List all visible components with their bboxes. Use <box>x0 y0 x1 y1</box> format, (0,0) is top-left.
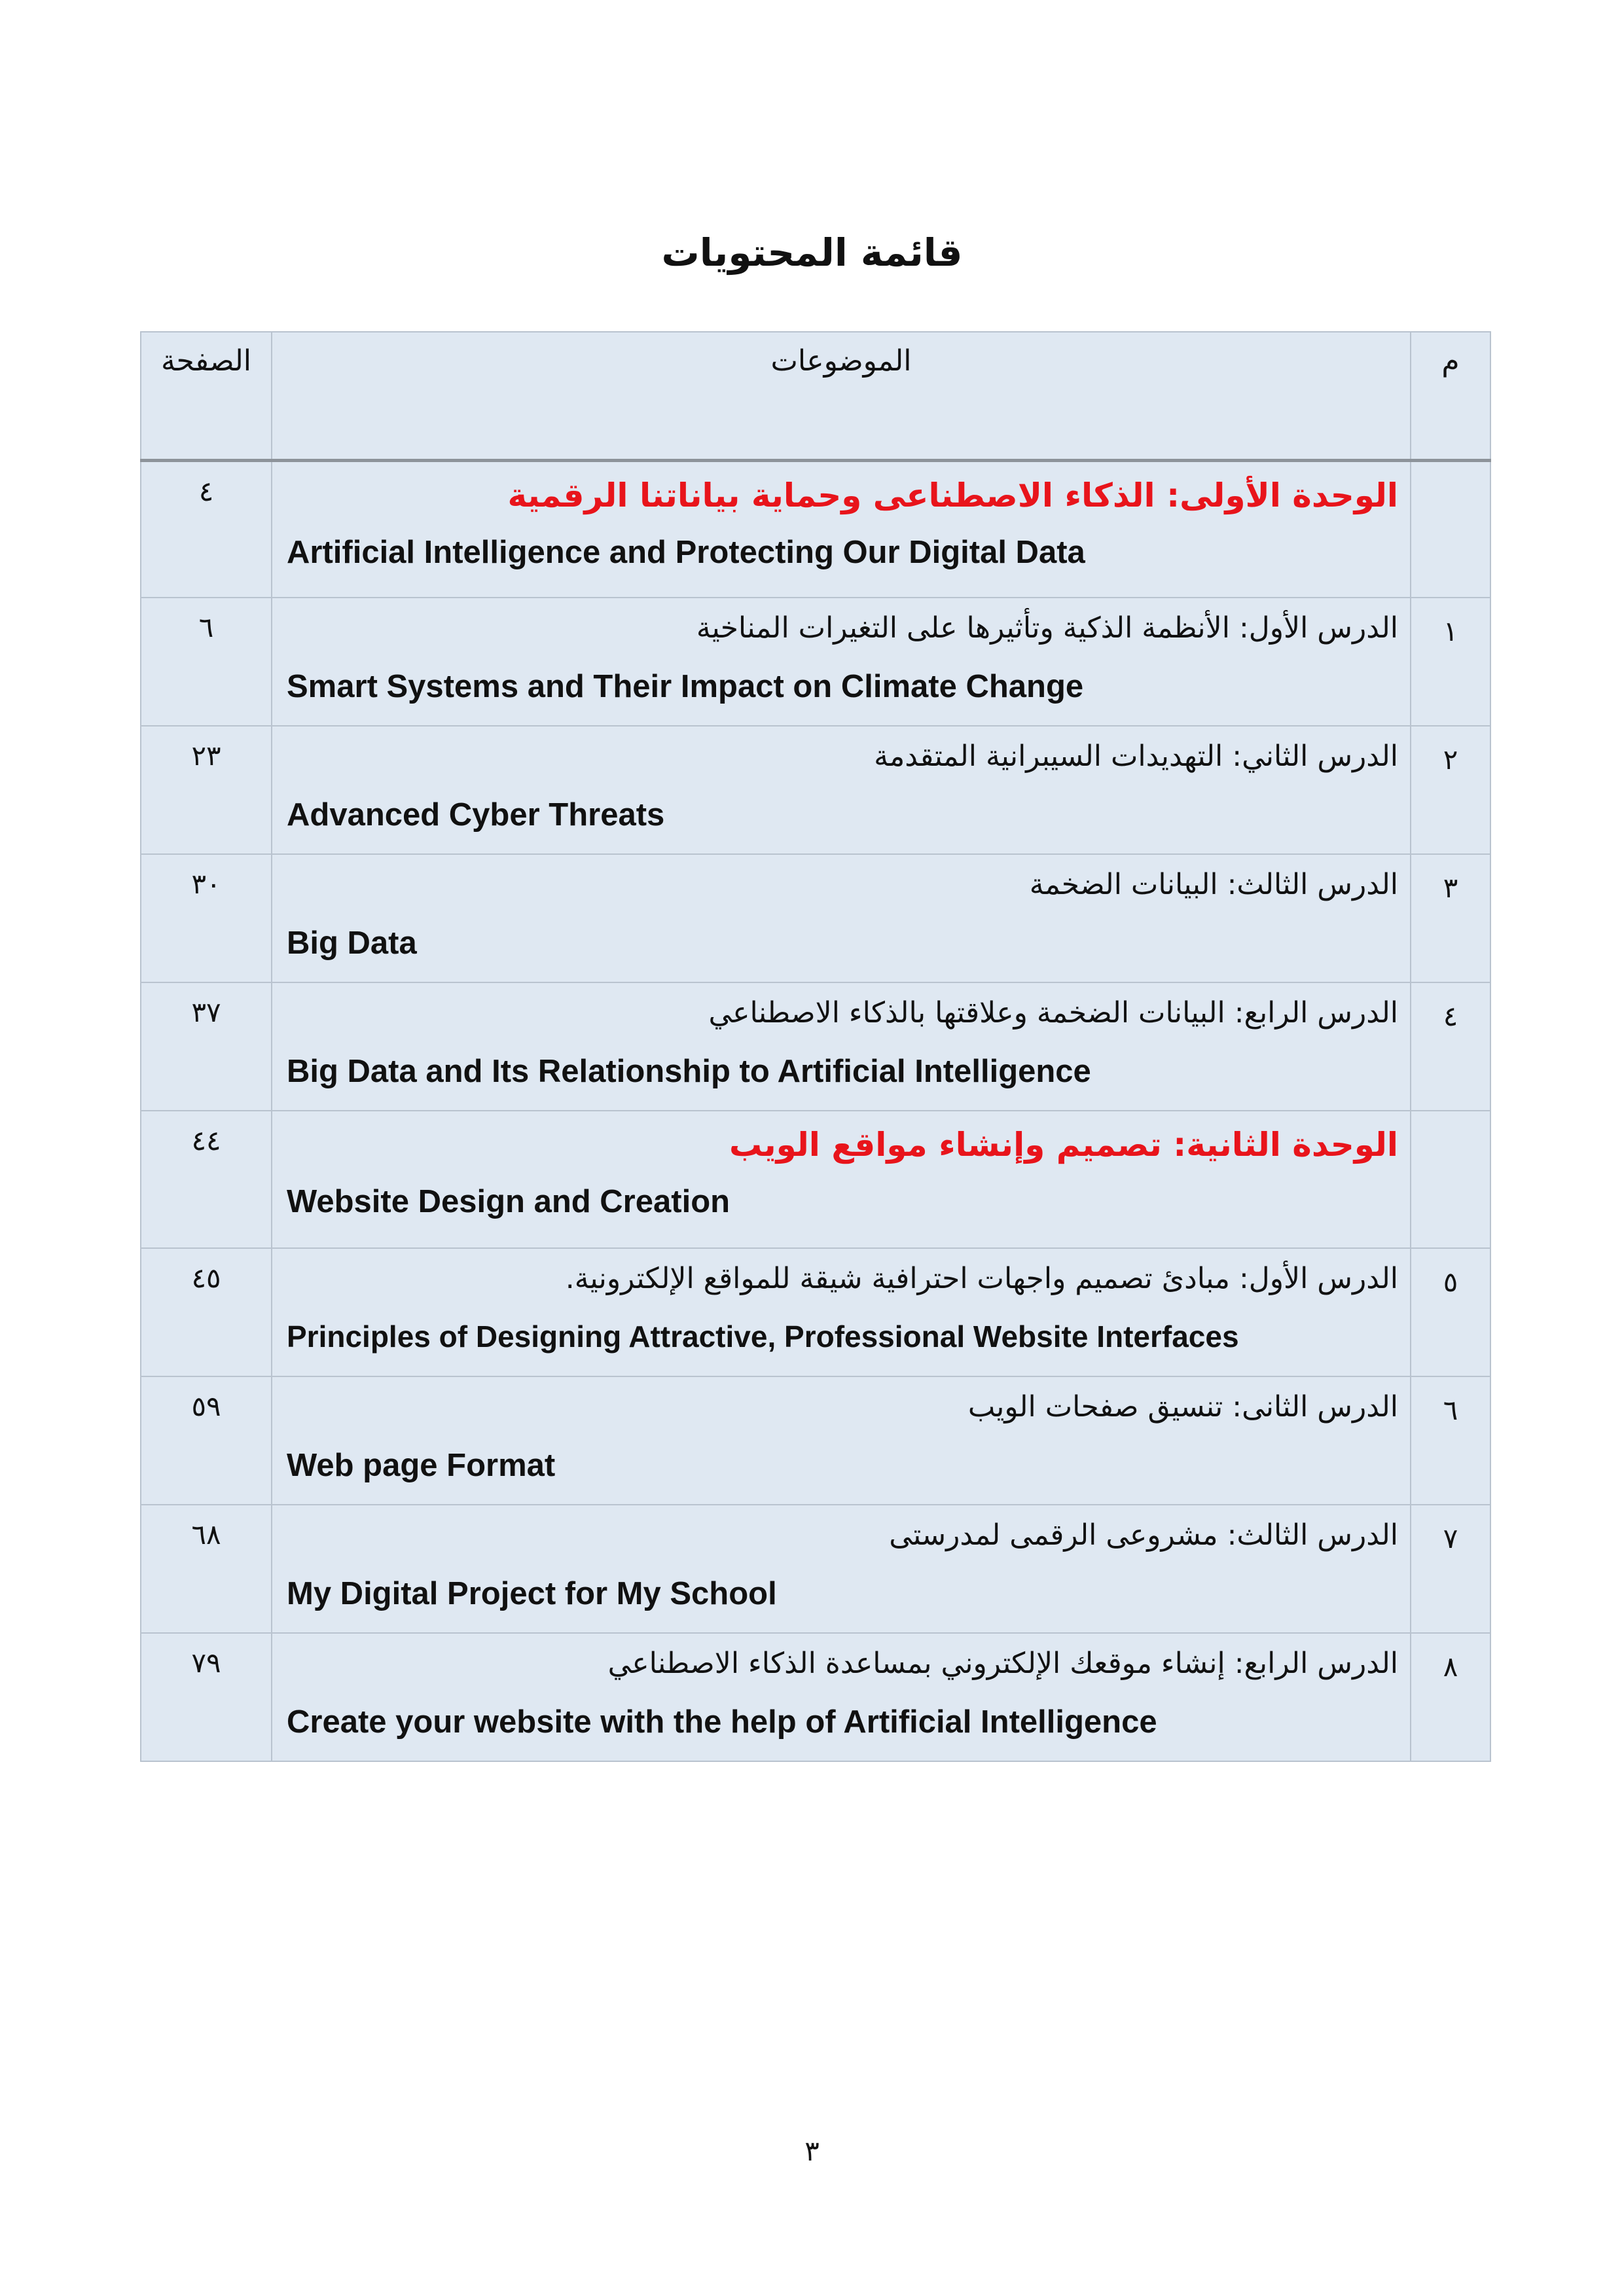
header-row <box>141 332 1490 460</box>
row-topic <box>272 854 1411 982</box>
header-topics: الموضوعات <box>272 332 1411 460</box>
lesson-title-english: Advanced Cyber Threats <box>287 797 665 833</box>
row-number: ٣ <box>1411 854 1490 982</box>
row-topic <box>272 1633 1411 1761</box>
lesson-title-arabic: الدرس الثاني: التهديدات السيبرانية المتقدمة <box>874 740 1398 773</box>
lesson-title-arabic: الدرس الثانى: تنسيق صفحات الويب <box>967 1390 1398 1424</box>
lesson-title-arabic: الدرس الثالث: البيانات الضخمة <box>1029 868 1398 901</box>
row-page: ٣٠ <box>141 854 272 982</box>
lesson-row <box>141 1633 1490 1761</box>
row-page: ٢٣ <box>141 726 272 854</box>
row-topic <box>272 598 1411 726</box>
lesson-title-arabic: الدرس الأول: مبادئ تصميم واجهات احترافية شيقة للمواقع الإلكترونية. <box>565 1262 1398 1295</box>
lesson-title-arabic: الدرس الثالث: مشروعى الرقمى لمدرستى <box>889 1518 1398 1552</box>
lesson-row <box>141 1376 1490 1505</box>
row-number: ٧ <box>1411 1505 1490 1633</box>
row-number: ٨ <box>1411 1633 1490 1761</box>
row-topic <box>272 460 1411 598</box>
lesson-title-english: Web page Format <box>287 1448 556 1483</box>
row-number: ٦ <box>1411 1376 1490 1505</box>
lesson-row <box>141 598 1490 726</box>
row-page: ٦٨ <box>141 1505 272 1633</box>
row-page: ٦ <box>141 598 272 726</box>
lesson-row <box>141 1505 1490 1633</box>
lesson-row <box>141 982 1490 1111</box>
unit-title-english: Website Design and Creation <box>287 1184 731 1219</box>
row-topic <box>272 726 1411 854</box>
row-page: ٤٤ <box>141 1111 272 1248</box>
lesson-title-english: Big Data <box>287 925 417 961</box>
row-number: ٤ <box>1411 982 1490 1111</box>
row-page: ٤٥ <box>141 1248 272 1376</box>
contents-table <box>140 331 1491 1762</box>
unit-title-arabic: الوحدة الثانية: تصميم وإنشاء مواقع الويب <box>729 1126 1398 1164</box>
lesson-title-english: Principles of Designing Attractive, Professional Website Interfaces <box>287 1319 1239 1354</box>
header-page: الصفحة <box>141 332 272 460</box>
row-number <box>1411 460 1490 598</box>
header-number: م <box>1411 332 1490 460</box>
row-topic <box>272 982 1411 1111</box>
row-topic <box>272 1376 1411 1505</box>
row-number <box>1411 1111 1490 1248</box>
row-number: ٢ <box>1411 726 1490 854</box>
unit-title-english: Artificial Intelligence and Protecting Our Digital Data <box>287 534 1085 570</box>
lesson-title-english: My Digital Project for My School <box>287 1576 777 1611</box>
lesson-title-arabic: الدرس الرابع: البيانات الضخمة وعلاقتها بالذكاء الاصطناعي <box>708 996 1398 1030</box>
lesson-row <box>141 726 1490 854</box>
lesson-title-english: Create your website with the help of Artificial Intelligence <box>287 1704 1157 1740</box>
row-number: ٥ <box>1411 1248 1490 1376</box>
row-topic <box>272 1505 1411 1633</box>
row-topic <box>272 1248 1411 1376</box>
row-page: ٤ <box>141 460 272 598</box>
lesson-title-arabic: الدرس الأول: الأنظمة الذكية وتأثيرها على التغيرات المناخية <box>696 611 1398 645</box>
lesson-title-english: Smart Systems and Their Impact on Climate Change <box>287 669 1084 704</box>
page-title: قائمة المحتويات <box>661 230 963 275</box>
row-page: ٧٩ <box>141 1633 272 1761</box>
row-page: ٣٧ <box>141 982 272 1111</box>
lesson-row <box>141 1248 1490 1376</box>
unit-title-arabic: الوحدة الأولى: الذكاء الاصطناعى وحماية بياناتنا الرقمية <box>507 476 1398 514</box>
lesson-title-english: Big Data and Its Relationship to Artificial Intelligence <box>287 1054 1091 1089</box>
unit-row <box>141 460 1490 598</box>
unit-row <box>141 1111 1490 1248</box>
row-page: ٥٩ <box>141 1376 272 1505</box>
lesson-row <box>141 854 1490 982</box>
row-number: ١ <box>1411 598 1490 726</box>
lesson-title-arabic: الدرس الرابع: إنشاء موقعك الإلكتروني بمساعدة الذكاء الاصطناعي <box>607 1647 1398 1680</box>
page-number: ٣ <box>804 2135 820 2167</box>
row-topic <box>272 1111 1411 1248</box>
